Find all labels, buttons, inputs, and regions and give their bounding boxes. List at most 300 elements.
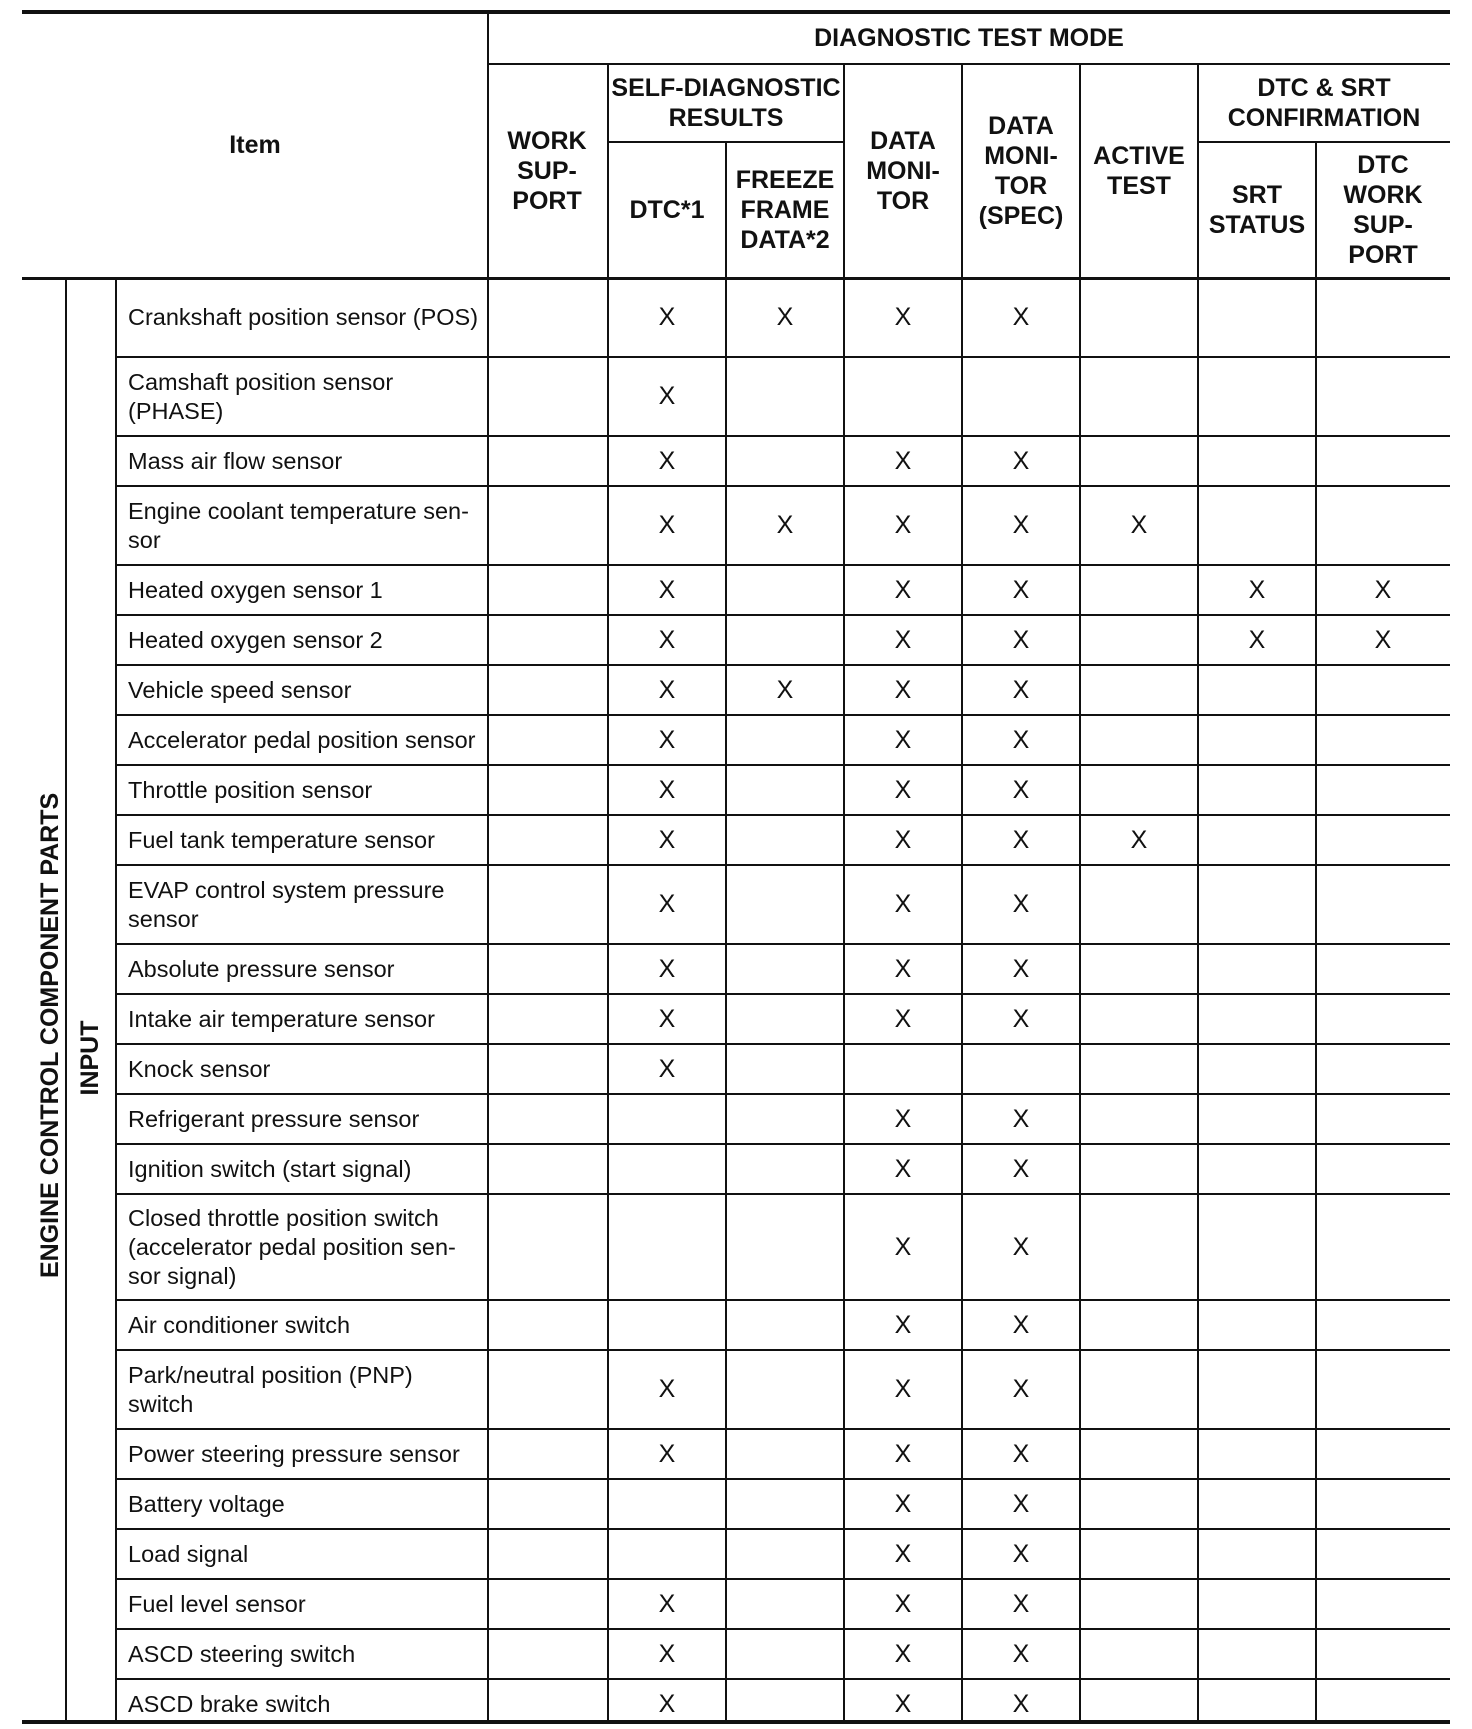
check-mark: X	[894, 675, 912, 704]
dtc-header-label: DTC*1	[629, 196, 705, 224]
mark-cell	[962, 1144, 1080, 1194]
item-name: Ignition switch (start signal)	[128, 1155, 412, 1182]
check-mark: X	[658, 1375, 676, 1403]
horizontal-rule	[116, 1093, 1450, 1095]
check-mark: X	[894, 1589, 912, 1618]
item-name-cell	[116, 1479, 488, 1529]
item-name: Closed throttle position switch (accelerator pedal position sen-sor signal)	[128, 1204, 456, 1289]
item-name: Mass air flow sensor	[128, 447, 343, 474]
item-name-cell	[116, 944, 488, 994]
mark-cell	[726, 665, 844, 715]
item-name: Crankshaft position sensor (POS)	[128, 304, 479, 330]
check-mark: X	[776, 511, 794, 539]
mark-cell	[488, 615, 608, 665]
horizontal-rule	[116, 1528, 1450, 1530]
item-name-cell	[116, 278, 488, 357]
mark-cell	[844, 1479, 962, 1529]
horizontal-rule	[22, 10, 1450, 14]
mark-cell	[1080, 1194, 1198, 1300]
check-mark: X	[894, 1439, 912, 1468]
mark-cell	[608, 1044, 726, 1094]
mark-cell	[962, 565, 1080, 615]
check-mark: X	[894, 1689, 912, 1718]
check-mark: X	[894, 575, 912, 604]
mark-cell	[1198, 1044, 1316, 1094]
mark-cell	[488, 665, 608, 715]
check-mark: X	[1012, 1539, 1030, 1568]
mark-cell	[1198, 1529, 1316, 1579]
mark-cell	[844, 1529, 962, 1579]
mark-cell	[488, 1300, 608, 1350]
mark-cell	[608, 1629, 726, 1679]
mark-cell	[726, 994, 844, 1044]
item-name: Accelerator pedal position sensor	[128, 726, 476, 753]
mark-cell	[844, 1094, 962, 1144]
check-mark: X	[1130, 825, 1148, 854]
item-name-cell	[116, 1429, 488, 1479]
item-name-cell	[116, 436, 488, 486]
mark-cell	[1198, 865, 1316, 944]
horizontal-rule	[116, 764, 1450, 766]
mark-cell	[1198, 565, 1316, 615]
mark-cell	[726, 944, 844, 994]
item-name-cell	[116, 1579, 488, 1629]
check-mark: X	[1012, 1689, 1030, 1718]
mark-cell	[1198, 1429, 1316, 1479]
mark-cell	[1316, 565, 1450, 615]
check-mark: X	[894, 303, 912, 331]
mark-cell	[488, 1479, 608, 1529]
mark-cell	[1316, 1144, 1450, 1194]
srt-status-header: SRT STATUS	[1208, 181, 1306, 239]
check-mark: X	[658, 1639, 676, 1668]
mark-cell	[488, 486, 608, 565]
horizontal-rule	[116, 1628, 1450, 1630]
mark-cell	[726, 1094, 844, 1144]
item-name-cell	[116, 1044, 488, 1094]
item-name-cell	[116, 665, 488, 715]
mark-cell	[726, 1429, 844, 1479]
mark-cell	[844, 815, 962, 865]
vertical-rule	[607, 64, 609, 1724]
mark-cell	[1080, 1479, 1198, 1529]
mark-cell	[962, 944, 1080, 994]
mark-cell	[488, 815, 608, 865]
horizontal-rule	[116, 993, 1450, 995]
mark-cell	[962, 1094, 1080, 1144]
horizontal-rule	[116, 664, 1450, 666]
mark-cell	[1316, 615, 1450, 665]
mark-cell	[1080, 486, 1198, 565]
item-name-cell	[116, 565, 488, 615]
mark-cell	[1080, 715, 1198, 765]
item-name: Camshaft position sensor (PHASE)	[128, 368, 394, 424]
item-name-cell	[116, 994, 488, 1044]
mark-cell	[962, 815, 1080, 865]
mark-cell	[608, 865, 726, 944]
mark-cell	[844, 944, 962, 994]
mark-cell	[726, 715, 844, 765]
mark-cell	[608, 994, 726, 1044]
check-mark: X	[1012, 825, 1030, 854]
mark-cell	[844, 1144, 962, 1194]
mark-cell	[726, 1629, 844, 1679]
mark-cell	[726, 765, 844, 815]
vertical-rule	[1197, 64, 1199, 1724]
check-mark: X	[658, 1589, 676, 1618]
mark-cell	[488, 1629, 608, 1679]
check-mark: X	[658, 446, 676, 475]
item-name-cell	[116, 1144, 488, 1194]
mark-cell	[1198, 994, 1316, 1044]
mark-cell	[1198, 715, 1316, 765]
mark-cell	[1080, 1579, 1198, 1629]
mark-cell	[1198, 357, 1316, 436]
mark-cell	[962, 715, 1080, 765]
horizontal-rule	[116, 1578, 1450, 1580]
mark-cell	[1316, 994, 1450, 1044]
check-mark: X	[894, 775, 912, 804]
item-name-cell	[116, 1194, 488, 1300]
mark-cell	[962, 436, 1080, 486]
mark-cell	[1316, 1094, 1450, 1144]
check-mark: X	[658, 775, 676, 804]
mark-cell	[1198, 765, 1316, 815]
mark-cell	[726, 486, 844, 565]
mark-cell	[962, 615, 1080, 665]
item-name: Throttle position sensor	[128, 776, 373, 803]
check-mark: X	[658, 625, 676, 654]
mark-cell	[726, 1579, 844, 1629]
item-name-cell	[116, 486, 488, 565]
mark-cell	[1080, 436, 1198, 486]
mark-cell	[844, 1044, 962, 1094]
item-name-cell	[116, 1350, 488, 1429]
horizontal-rule	[116, 1143, 1450, 1145]
item-name: Vehicle speed sensor	[128, 676, 352, 703]
mark-cell	[1198, 1479, 1316, 1529]
mark-cell	[608, 1300, 726, 1350]
item-name: Load signal	[128, 1540, 249, 1567]
item-name: EVAP control system pressure sensor	[128, 876, 445, 932]
mark-cell	[1316, 1044, 1450, 1094]
mark-cell	[1316, 1629, 1450, 1679]
mark-cell	[962, 865, 1080, 944]
mark-cell	[608, 486, 726, 565]
item-name: Heated oxygen sensor 2	[128, 626, 383, 653]
mark-cell	[726, 815, 844, 865]
check-mark: X	[894, 1310, 912, 1339]
mark-cell	[726, 1044, 844, 1094]
mark-cell	[962, 665, 1080, 715]
horizontal-rule	[116, 1299, 1450, 1301]
mark-cell	[1198, 1194, 1316, 1300]
check-mark: X	[894, 446, 912, 475]
vertical-rule	[843, 64, 845, 1724]
mark-cell	[608, 1479, 726, 1529]
data-monitor-spec-header: DATA MONI- TOR (SPEC)	[978, 112, 1064, 230]
horizontal-rule	[116, 564, 1450, 566]
check-mark: X	[658, 954, 676, 983]
item-name: Air conditioner switch	[128, 1311, 351, 1338]
mark-cell	[1080, 944, 1198, 994]
item-name-cell	[116, 815, 488, 865]
check-mark: X	[894, 1154, 912, 1183]
mark-cell	[1316, 357, 1450, 436]
check-mark: X	[1374, 575, 1392, 604]
item-name: Fuel level sensor	[128, 1590, 306, 1617]
mark-cell	[726, 865, 844, 944]
mark-cell	[608, 815, 726, 865]
mark-cell	[608, 1094, 726, 1144]
mark-cell	[844, 715, 962, 765]
check-mark: X	[1248, 625, 1266, 654]
mark-cell	[1198, 1350, 1316, 1429]
check-mark: X	[1012, 1375, 1030, 1403]
item-name-cell	[116, 765, 488, 815]
mark-cell	[844, 615, 962, 665]
check-mark: X	[894, 825, 912, 854]
mark-cell	[1316, 1194, 1450, 1300]
check-mark: X	[1012, 1439, 1030, 1468]
mark-cell	[488, 1094, 608, 1144]
check-mark: X	[1012, 775, 1030, 804]
horizontal-rule	[116, 614, 1450, 616]
mark-cell	[1316, 665, 1450, 715]
mark-cell	[488, 1144, 608, 1194]
mark-cell	[726, 615, 844, 665]
mark-cell	[1316, 436, 1450, 486]
horizontal-rule	[116, 1678, 1450, 1680]
mark-cell	[844, 1350, 962, 1429]
mark-cell	[1080, 1529, 1198, 1579]
mark-cell	[726, 1144, 844, 1194]
mark-cell	[608, 565, 726, 615]
mark-cell	[962, 1044, 1080, 1094]
horizontal-rule	[116, 864, 1450, 866]
horizontal-rule	[22, 1720, 1450, 1724]
mark-cell	[1198, 1300, 1316, 1350]
mark-cell	[1080, 565, 1198, 615]
mark-cell	[1316, 715, 1450, 765]
check-mark: X	[658, 1004, 676, 1033]
check-mark: X	[658, 575, 676, 604]
mark-cell	[488, 565, 608, 615]
mark-cell	[1198, 944, 1316, 994]
check-mark: X	[1012, 1310, 1030, 1339]
vertical-rule	[65, 278, 67, 1724]
active-test-header: ACTIVE TEST	[1093, 142, 1185, 200]
check-mark: X	[1374, 625, 1392, 654]
check-mark: X	[1012, 1104, 1030, 1133]
mark-cell	[1198, 1629, 1316, 1679]
mark-cell	[488, 944, 608, 994]
check-mark: X	[894, 1375, 912, 1403]
mark-cell	[488, 715, 608, 765]
mark-cell	[608, 1144, 726, 1194]
mark-cell	[726, 278, 844, 357]
item-name: Absolute pressure sensor	[128, 955, 395, 982]
item-name: Fuel tank temperature sensor	[128, 826, 435, 853]
mark-cell	[1316, 1429, 1450, 1479]
vertical-rule	[1079, 64, 1081, 1724]
mark-cell	[962, 1194, 1080, 1300]
item-name-cell	[116, 715, 488, 765]
item-name: ASCD brake switch	[128, 1690, 331, 1717]
mark-cell	[962, 1350, 1080, 1429]
mark-cell	[608, 436, 726, 486]
check-mark: X	[658, 725, 676, 754]
mark-cell	[1080, 994, 1198, 1044]
mark-cell	[1080, 1350, 1198, 1429]
mark-cell	[608, 944, 726, 994]
mark-cell	[726, 1479, 844, 1529]
mark-cell	[488, 1579, 608, 1629]
mark-cell	[488, 1529, 608, 1579]
mark-cell	[1316, 1479, 1450, 1529]
vertical-rule	[487, 12, 489, 1724]
item-name-cell	[116, 865, 488, 944]
mark-cell	[844, 278, 962, 357]
check-mark: X	[894, 1232, 912, 1261]
vertical-rule	[1315, 142, 1317, 1724]
mark-cell	[962, 486, 1080, 565]
mark-cell	[608, 278, 726, 357]
mark-cell	[726, 436, 844, 486]
mark-cell	[726, 565, 844, 615]
mark-cell	[962, 1579, 1080, 1629]
horizontal-rule	[116, 1043, 1450, 1045]
check-mark: X	[658, 675, 676, 704]
mark-cell	[1198, 436, 1316, 486]
mark-cell	[962, 1529, 1080, 1579]
mark-cell	[962, 357, 1080, 436]
item-name-cell	[116, 1529, 488, 1579]
horizontal-rule	[116, 814, 1450, 816]
item-name: Intake air temperature sensor	[128, 1005, 435, 1032]
mark-cell	[1080, 278, 1198, 357]
check-mark: X	[894, 1539, 912, 1568]
item-name: Refrigerant pressure sensor	[128, 1105, 420, 1132]
mark-cell	[1080, 1094, 1198, 1144]
horizontal-rule	[116, 485, 1450, 487]
horizontal-rule	[116, 1349, 1450, 1351]
check-mark: X	[1012, 725, 1030, 754]
mark-cell	[1198, 1144, 1316, 1194]
mark-cell	[608, 615, 726, 665]
check-mark: X	[1012, 1154, 1030, 1183]
horizontal-rule	[488, 63, 1450, 65]
horizontal-rule	[22, 277, 1450, 280]
mark-cell	[608, 1194, 726, 1300]
mark-cell	[844, 665, 962, 715]
mark-cell	[1080, 1300, 1198, 1350]
mark-cell	[1080, 665, 1198, 715]
item-name-cell	[116, 1629, 488, 1679]
freeze-frame-header: FREEZE FRAME DATA*2	[735, 166, 835, 254]
check-mark: X	[894, 1489, 912, 1518]
mark-cell	[488, 1194, 608, 1300]
mark-cell	[1198, 615, 1316, 665]
mark-cell	[1316, 944, 1450, 994]
diagnostic-test-mode-label: DIAGNOSTIC TEST MODE	[814, 24, 1124, 52]
item-name-cell	[116, 1300, 488, 1350]
item-name: Knock sensor	[128, 1055, 271, 1082]
check-mark: X	[1012, 675, 1030, 704]
mark-cell	[1080, 357, 1198, 436]
mark-cell	[844, 486, 962, 565]
mark-cell	[488, 1044, 608, 1094]
mark-cell	[488, 765, 608, 815]
check-mark: X	[1012, 446, 1030, 475]
item-name-cell	[116, 357, 488, 436]
check-mark: X	[894, 625, 912, 654]
check-mark: X	[894, 890, 912, 918]
mark-cell	[844, 565, 962, 615]
vertical-rule	[725, 142, 727, 1724]
mark-cell	[488, 994, 608, 1044]
item-name-cell	[116, 1094, 488, 1144]
horizontal-rule	[116, 1478, 1450, 1480]
horizontal-rule	[116, 1193, 1450, 1195]
mark-cell	[608, 1529, 726, 1579]
diagnostic-test-mode-header	[488, 12, 1450, 64]
mark-cell	[1198, 278, 1316, 357]
mark-cell	[608, 665, 726, 715]
mark-cell	[1316, 278, 1450, 357]
mark-cell	[488, 278, 608, 357]
mark-cell	[1080, 1144, 1198, 1194]
item-name: Engine coolant temperature sen-sor	[128, 497, 469, 553]
dtc-header	[608, 142, 726, 278]
mark-cell	[608, 1579, 726, 1629]
mark-cell	[844, 865, 962, 944]
check-mark: X	[658, 511, 676, 539]
mark-cell	[1198, 1094, 1316, 1144]
mark-cell	[844, 1300, 962, 1350]
mark-cell	[1198, 665, 1316, 715]
item-header-label: Item	[229, 131, 281, 159]
check-mark: X	[776, 303, 794, 331]
mark-cell	[1080, 615, 1198, 665]
check-mark: X	[894, 1639, 912, 1668]
mark-cell	[608, 1429, 726, 1479]
mark-cell	[844, 436, 962, 486]
mark-cell	[608, 357, 726, 436]
mark-cell	[1316, 1300, 1450, 1350]
mark-cell	[962, 1429, 1080, 1479]
vertical-rule	[961, 64, 963, 1724]
input-label: INPUT	[76, 1020, 104, 1096]
mark-cell	[1080, 815, 1198, 865]
check-mark: X	[1130, 511, 1148, 539]
mark-cell	[962, 278, 1080, 357]
mark-cell	[1316, 865, 1450, 944]
check-mark: X	[1248, 575, 1266, 604]
item-name: Park/neutral position (PNP) switch	[128, 1361, 413, 1417]
mark-cell	[1080, 1429, 1198, 1479]
mark-cell	[962, 1629, 1080, 1679]
mark-cell	[1080, 1629, 1198, 1679]
mark-cell	[844, 994, 962, 1044]
horizontal-rule	[116, 356, 1450, 358]
horizontal-rule	[116, 435, 1450, 437]
dtc-srt-confirmation-header: DTC & SRT CONFIRMATION	[1227, 74, 1421, 132]
check-mark: X	[1012, 575, 1030, 604]
mark-cell	[844, 1194, 962, 1300]
check-mark: X	[776, 675, 794, 704]
mark-cell	[844, 357, 962, 436]
